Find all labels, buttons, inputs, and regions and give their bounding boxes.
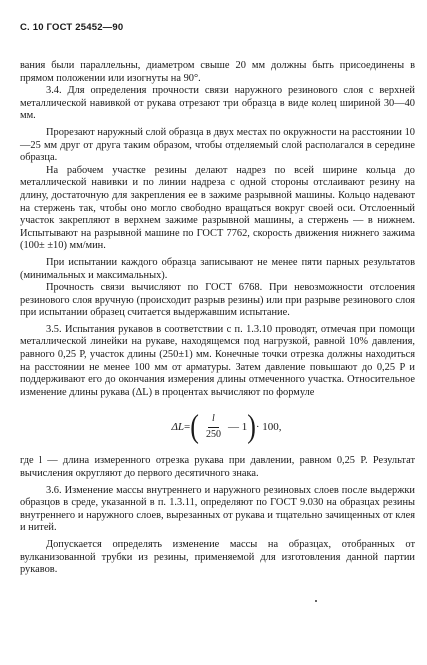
paragraph-3: Прорезают наружный слой образца в двух местах по окружности на расстоянии 10—25 мм друг от друга таким образом, чтобы отделяемый слой располагался в середине образца. [20,126,415,164]
paragraph-where: где l — длина измеренного отрезка рукава при давлении, равном 0,25 P. Результат вычисления округляют до первого десятичного знака. [20,455,415,480]
paragraph-3-6: 3.6. Изменение массы внутреннего и наружного резиновых слоев после выдержки образцов в среде, указанной в п. 1.3.11, определяют по ГОСТ 9.030 на образцах резины внутреннего и наружного слоев, вырезанных от рукава и тщательно зачищенных от клея и нитей. [20,484,415,534]
paragraph-5: При испытании каждого образца записывают не менее пяти парных результатов (минимальных и максимальных). [20,256,415,281]
paragraph-4: На рабочем участке резины делают надрез по всей ширине кольца до металлической навивки и по линии надреза с одной стороны отслаивают резину на длину, достаточную для закрепления ее в зажиме разрывной машины. Кольцо надевают на стержень так, чтобы оно могло свободно вращаться вокруг своей оси. Отслоенный участок закрепляют в верхнем зажиме разрывной машины, а стержень — в нижнем. Испытывают на разрывной машине по ГОСТ 7762, скорость движения нижнего зажима (100± ±10) мм/мин. [20,164,415,252]
formula-fraction [202,413,225,441]
formula-open-paren: ( [190,408,199,445]
paragraph-3-5: 3.5. Испытания рукавов в соответствии с п. 1.3.10 проводят, отмечая при помощи металлической линейки на рукаве, находящемся под нагрузкой, равной 10% давления, равного 0,25 P, участок длины (250±1) мм. Конечные точки отрезка должны находиться на расстоянии не менее 100 мм от арматуры. Затем давление повышают до 0,25 P и поддерживают его до окончания измерения длины отмеченного участка. Относительное изменение длины рукава (ΔL) в процентах вычисляют по формуле [20,323,415,398]
paragraph-6: Прочность связи вычисляют по ГОСТ 6768. При невозможности отслоения резинового слоя вручную (происходит разрыв резины) или при разрыве резинового слоя при испытании образец считается выдержавшим испытание. [20,282,415,319]
document-body [20,60,415,577]
formula-numerator: l [208,413,219,428]
paragraph-last: Допускается определять изменение массы на образцах, отобранных от вулканизованной трубки из резины, применяемой для изготовления данной партии рукавов. [20,539,415,576]
formula-lhs: ΔL [171,421,185,434]
formula-delta-l [38,407,415,447]
paragraph-1: вания были параллельны, диаметром свыше 20 мм должны быть присоединены в прямом положении или изогнуты на 90°. [20,60,415,84]
formula-minus-one: — 1 [227,421,248,434]
formula-close-paren: ) [247,408,256,445]
paragraph-3-4: 3.4. Для определения прочности связи наружного резинового слоя с верхней металлической навивкой от рукава отрезают три образца в виде колец шириной 30—40 мм. [20,85,415,122]
formula-denominator: 250 [205,428,221,440]
formula-tail: · 100, [255,421,282,434]
formula-equals: = [184,421,191,434]
print-speck [315,600,317,602]
page-header: С. 10 ГОСТ 25452—90 [20,22,124,33]
